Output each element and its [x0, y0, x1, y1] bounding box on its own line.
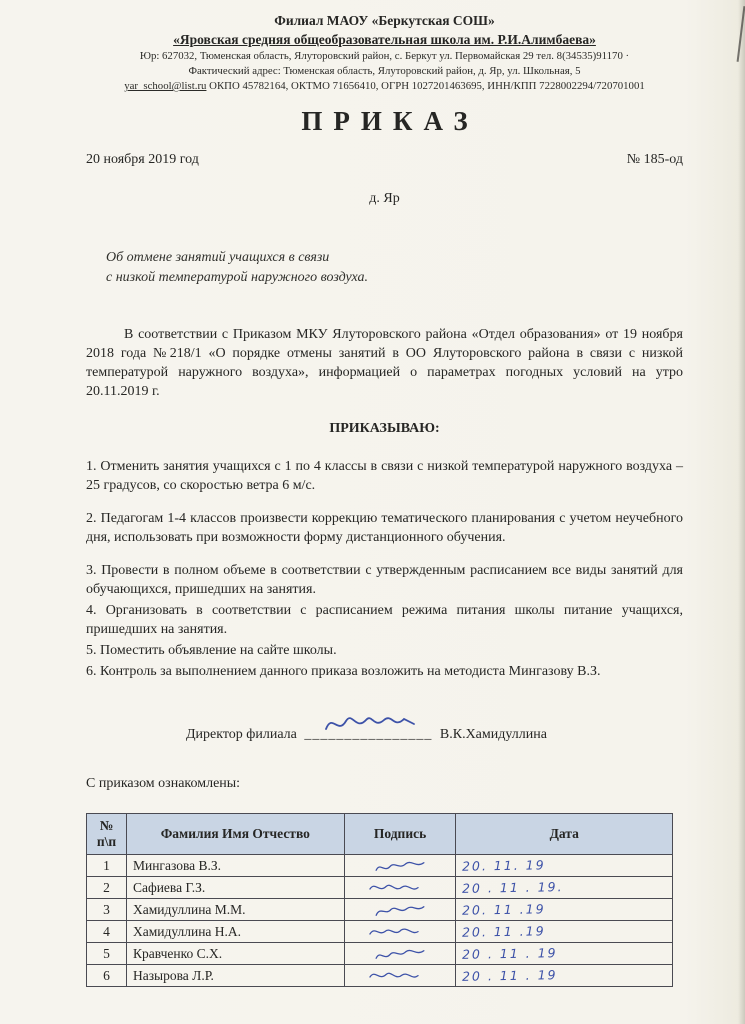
person-name: Назырова Л.Р. — [126, 965, 344, 987]
order-meta-row — [86, 152, 683, 168]
table-row — [87, 965, 673, 987]
signature-row — [186, 727, 683, 743]
signature-scribble — [322, 707, 418, 737]
org-legal-address: Юр: 627032, Тюменская область, Ялуторовский район, с. Беркут ул. Первомайская 29 тел. 8(34535)91170 · — [139, 50, 630, 63]
org-requisites — [86, 79, 683, 93]
row-number: 5 — [87, 943, 127, 965]
header-cell-signature: Подпись — [344, 814, 456, 855]
person-date: 20 . 11 . 19 — [456, 965, 673, 987]
signature-scribble — [368, 924, 420, 941]
order-place: д. Яр — [369, 191, 400, 207]
signature-label: Директор филиала — [186, 727, 297, 743]
subject-line-2: с низкой температурой наружного воздуха. — [106, 269, 369, 285]
signature-underscores: ________________ — [304, 727, 433, 743]
person-date: 20. 11. 19 — [456, 855, 673, 877]
order-items — [86, 457, 683, 681]
signature-scribble — [368, 880, 420, 897]
order-heading: ПРИКАЗЫВАЮ: — [329, 421, 440, 437]
order-item-6: 6. Контроль за выполнением данного приказа возложить на методиста Мингазову В.З. — [86, 664, 601, 680]
signature-scribble — [374, 902, 427, 920]
person-signature — [344, 877, 456, 899]
signature-scribble — [374, 858, 427, 876]
org-name-parent: Филиал МАОУ «Беркутская СОШ» — [274, 13, 495, 28]
table-row — [87, 899, 673, 921]
scan-edge-shadow — [738, 0, 745, 1024]
order-subject — [106, 248, 683, 287]
person-name: Кравченко С.Х. — [126, 943, 344, 965]
org-email: yar_school@list.ru — [124, 80, 207, 93]
person-name: Сафиева Г.З. — [126, 877, 344, 899]
header-cell-date: Дата — [456, 814, 673, 855]
order-item-2: 2. Педагогам 1-4 классов произвести коррекцию тематического планирования с учетом неучебного дня, использовать при возможности форму дистанционного обучения. — [86, 511, 683, 546]
signatory-name: В.К.Хамидуллина — [439, 727, 547, 743]
table-header-row — [87, 814, 673, 855]
signature-line — [304, 727, 432, 743]
table-row — [87, 921, 673, 943]
signature-scribble — [368, 968, 420, 985]
table-row — [87, 877, 673, 899]
order-number: № 185-од — [626, 152, 683, 168]
acknowledgement-label: С приказом ознакомлены: — [86, 776, 241, 792]
intro-paragraph: В соответствии с Приказом МКУ Ялуторовского района «Отдел образования» от 19 ноября 2018 года №218/1 «О порядке отмены занятий в ОО Ялуторовского района в связи с низкой температурой наружного воздуха», информацией о параметрах погодных условий на утро 20.11.2019 г. — [86, 327, 683, 400]
person-name: Хамидуллина М.М. — [126, 899, 344, 921]
order-item-3: 3. Провести в полном объеме в соответствии с утвержденным расписанием все виды занятий для обучающихся, пришедших на занятия. — [86, 563, 683, 598]
person-signature — [344, 899, 456, 921]
person-signature — [344, 943, 456, 965]
row-number: 1 — [87, 855, 127, 877]
row-number: 2 — [87, 877, 127, 899]
order-item-1: 1. Отменить занятия учащихся с 1 по 4 классы в связи с низкой температурой наружного воздуха – 25 градусов, со скоростью ветра 6 м/с. — [86, 459, 683, 494]
org-actual-address: Фактический адрес: Тюменская область, Ялуторовский район, д. Яр, ул. Школьная, 5 — [188, 65, 581, 78]
person-name: Хамидуллина Н.А. — [126, 921, 344, 943]
person-date: 20. 11 .19 — [456, 899, 673, 921]
person-date: 20 . 11 . 19. — [456, 877, 673, 899]
person-date: 20 . 11 . 19 — [456, 943, 673, 965]
subject-line-1: Об отмене занятий учащихся в связи — [106, 250, 330, 266]
row-number: 3 — [87, 899, 127, 921]
table-row — [87, 855, 673, 877]
order-date: 20 ноября 2019 год — [86, 152, 199, 168]
doc-title: ПРИКАЗ — [301, 106, 479, 137]
org-codes: ОКПО 45782164, ОКТМО 71656410, ОГРН 1027201463695, ИНН/КПП 7228002294/720701001 — [206, 80, 645, 93]
table-row — [87, 943, 673, 965]
order-item-4: 4. Организовать в соответствии с расписанием режима питания школы питание учащихся, пришедших на занятия. — [86, 603, 683, 638]
signature-scribble — [374, 946, 427, 964]
order-item-5: 5. Поместить объявление на сайте школы. — [86, 643, 337, 659]
row-number: 4 — [87, 921, 127, 943]
header-cell-name: Фамилия Имя Отчество — [126, 814, 344, 855]
acknowledgement-table — [86, 813, 673, 987]
doc-header — [86, 12, 683, 93]
org-name-school: «Яровская средняя общеобразовательная школа им. Р.И.Алимбаева» — [173, 31, 596, 47]
person-date: 20. 11 .19 — [456, 921, 673, 943]
person-signature — [344, 855, 456, 877]
row-number: 6 — [87, 965, 127, 987]
person-name: Мингазова В.З. — [126, 855, 344, 877]
person-signature — [344, 921, 456, 943]
header-cell-number: № п\п — [87, 814, 127, 855]
person-signature — [344, 965, 456, 987]
